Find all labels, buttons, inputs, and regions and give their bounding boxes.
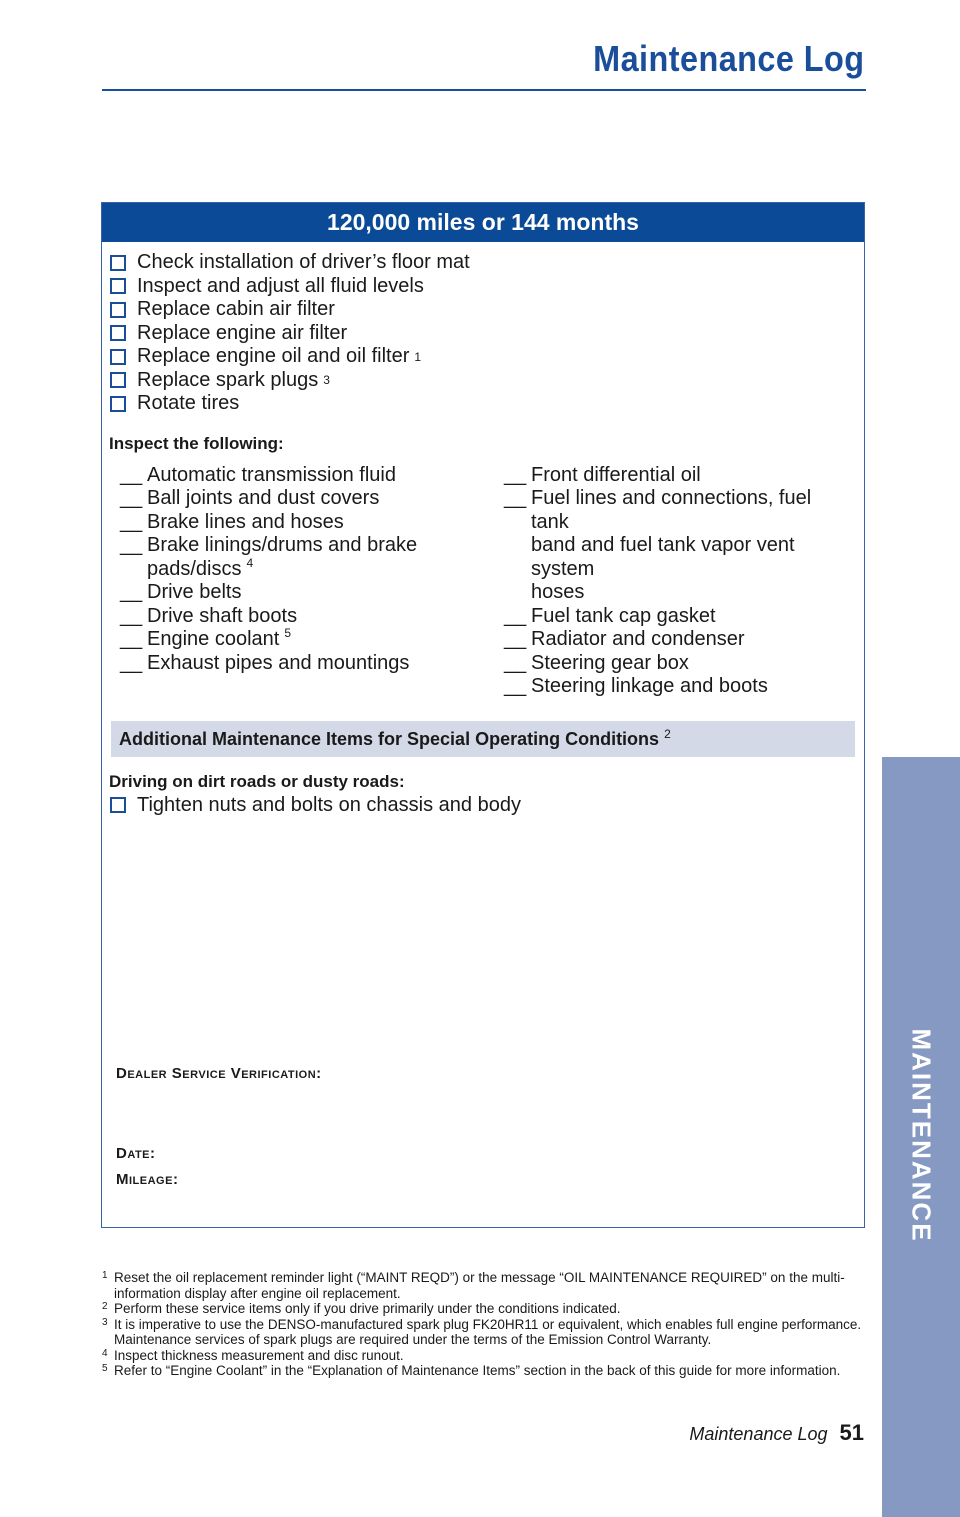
inspect-item	[120, 464, 504, 488]
footnote-text: Inspect thickness measurement and disc runout.	[114, 1347, 404, 1363]
inspect-item	[504, 675, 854, 699]
inspect-item	[504, 628, 854, 652]
footnote-number: 2	[102, 1301, 108, 1312]
blank-line[interactable]: __	[120, 581, 143, 603]
checklist-item-text: Tighten nuts and bolts on chassis and body	[137, 793, 521, 816]
inspect-item-text: Drive belts	[147, 581, 242, 603]
inspect-item-text: band and fuel tank vapor vent system	[531, 534, 795, 580]
inspect-item	[120, 534, 504, 558]
blank-line[interactable]: __	[120, 651, 143, 674]
footnote-text: Reset the oil replacement reminder light (“MAINT REQD”) or the message “OIL MAINTENANCE REQUIRED” on the multi-information display after engine oil replacement.	[114, 1270, 845, 1301]
inspect-item-text: Steering linkage and boots	[531, 675, 768, 697]
checklist-item-text: Replace engine air filter	[137, 321, 348, 344]
inspect-item	[120, 581, 504, 605]
inspect-item	[504, 605, 854, 629]
blank-line[interactable]: __	[120, 534, 143, 556]
inspect-item-text: Ball joints and dust covers	[147, 487, 380, 509]
dealer-verification-label: Dealer Service Verification:	[116, 1065, 322, 1082]
inspect-item-text: Automatic transmission fluid	[147, 463, 396, 486]
inspect-item-text: Brake linings/drums and brake	[147, 534, 418, 556]
inspect-item-text: Fuel lines and connections, fuel tank	[531, 487, 812, 533]
footnote-ref: 2	[664, 726, 671, 741]
blank-line[interactable]: __	[504, 628, 527, 650]
additional-maintenance-bar	[111, 721, 855, 757]
inspect-item	[120, 628, 504, 652]
footnote	[102, 1301, 862, 1317]
title-divider	[102, 89, 866, 91]
checkbox-icon[interactable]	[110, 372, 126, 388]
page-number: 51	[839, 1420, 864, 1445]
inspect-item-text: pads/discs	[147, 557, 242, 580]
inspect-item	[120, 487, 504, 511]
footnote-ref: 4	[246, 555, 254, 570]
blank-line[interactable]: __	[504, 487, 527, 509]
footnote-number: 4	[102, 1347, 108, 1359]
inspect-item-text: Front differential oil	[531, 463, 701, 486]
checklist-item-text: Replace cabin air filter	[137, 298, 335, 320]
inspect-item	[120, 511, 504, 535]
inspect-label: Inspect the following:	[109, 433, 284, 453]
page-title: Maintenance Log	[593, 38, 865, 79]
inspect-item-text: Exhaust pipes and mountings	[147, 651, 410, 674]
inspect-right-column	[504, 464, 854, 699]
inspect-item	[504, 534, 854, 581]
inspect-item-text: Drive shaft boots	[147, 604, 298, 627]
checklist-item[interactable]	[110, 392, 864, 416]
checklist-item-text: Rotate tires	[137, 392, 240, 414]
footnote-text: It is imperative to use the DENSO-manufactured spark plug FK20HR11 or equivalent, which enables full engine performance. Maintenance services of spark plugs are required under the terms of the Emission Control Warranty.	[114, 1316, 862, 1347]
checklist-item-text: Check installation of driver’s floor mat	[137, 251, 470, 273]
checklist-item-text: Replace engine oil and oil filter	[137, 345, 410, 367]
checkbox-icon[interactable]	[110, 302, 126, 318]
side-tab-label: MAINTENANCE	[906, 1027, 937, 1243]
inspect-left-column	[120, 464, 504, 699]
checklist-item[interactable]	[110, 322, 864, 346]
footnote-text: Refer to “Engine Coolant” in the “Explanation of Maintenance Items” section in the back of this guide for more information.	[114, 1363, 841, 1378]
inspect-item-text: Fuel tank cap gasket	[531, 604, 716, 627]
inspect-item	[504, 464, 854, 488]
blank-line[interactable]: __	[120, 463, 143, 486]
footnote-number: 3	[102, 1316, 108, 1328]
footnote-ref: 5	[284, 626, 292, 641]
footnote-number: 5	[102, 1363, 108, 1374]
inspect-item	[504, 487, 854, 534]
footnote	[102, 1348, 862, 1364]
checklist-item[interactable]: Replace engine oil and oil filter 1	[110, 345, 864, 369]
footnote	[102, 1317, 862, 1348]
footnote-number: 1	[102, 1270, 108, 1281]
inspect-item	[504, 581, 854, 605]
additional-maintenance-title: Additional Maintenance Items for Special Operating Conditions	[119, 728, 660, 749]
blank-line[interactable]: __	[504, 675, 527, 697]
service-checklist	[110, 251, 864, 416]
blank-line[interactable]: __	[120, 487, 143, 509]
inspect-item-text: hoses	[531, 581, 585, 603]
checklist-item-text: Inspect and adjust all fluid levels	[137, 274, 424, 297]
inspect-item-text: Brake lines and hoses	[147, 510, 344, 533]
checkbox-icon[interactable]	[110, 396, 126, 412]
checklist-item[interactable]	[110, 275, 864, 299]
mileage-label: Mileage:	[116, 1171, 179, 1188]
inspect-item	[120, 605, 504, 629]
footnote	[102, 1270, 862, 1301]
blank-line[interactable]: __	[120, 510, 143, 533]
side-tab-label-wrap	[882, 1020, 960, 1250]
inspect-item-text: Steering gear box	[531, 651, 689, 674]
checkbox-icon[interactable]	[110, 255, 126, 271]
footnote	[102, 1363, 862, 1379]
interval-header: 120,000 miles or 144 months	[102, 203, 864, 242]
checkbox-icon[interactable]	[110, 325, 126, 341]
checkbox-icon[interactable]	[110, 797, 126, 813]
blank-line[interactable]: __	[504, 604, 527, 627]
footer-section-label: Maintenance Log	[689, 1424, 828, 1444]
inspect-item	[504, 652, 854, 676]
footnote-text: Perform these service items only if you drive primarily under the conditions indicated.	[114, 1301, 621, 1316]
inspect-columns	[120, 464, 864, 699]
inspect-item	[120, 555, 504, 582]
inspect-item-text: Radiator and condenser	[531, 628, 745, 650]
blank-line[interactable]: __	[504, 463, 527, 486]
page-footer	[689, 1420, 864, 1446]
checklist-item[interactable]	[110, 298, 864, 322]
inspect-item-text: Engine coolant	[147, 628, 280, 650]
inspect-item	[120, 652, 504, 676]
maintenance-interval-box	[101, 202, 865, 1228]
checklist-item-text: Replace spark plugs	[137, 368, 319, 391]
dirt-roads-label: Driving on dirt roads or dusty roads:	[109, 771, 405, 791]
footnotes	[102, 1270, 862, 1379]
checklist-item[interactable]: Replace spark plugs 3	[110, 369, 864, 393]
checkbox-icon[interactable]	[110, 278, 126, 294]
date-label: Date:	[116, 1145, 156, 1162]
checklist-item[interactable]	[110, 794, 864, 818]
checkbox-icon[interactable]	[110, 349, 126, 365]
dirt-roads-checklist	[110, 794, 864, 818]
checklist-item[interactable]	[110, 251, 864, 275]
blank-line[interactable]: __	[120, 604, 143, 627]
blank-line[interactable]: __	[504, 651, 527, 674]
blank-line[interactable]: __	[120, 628, 143, 650]
